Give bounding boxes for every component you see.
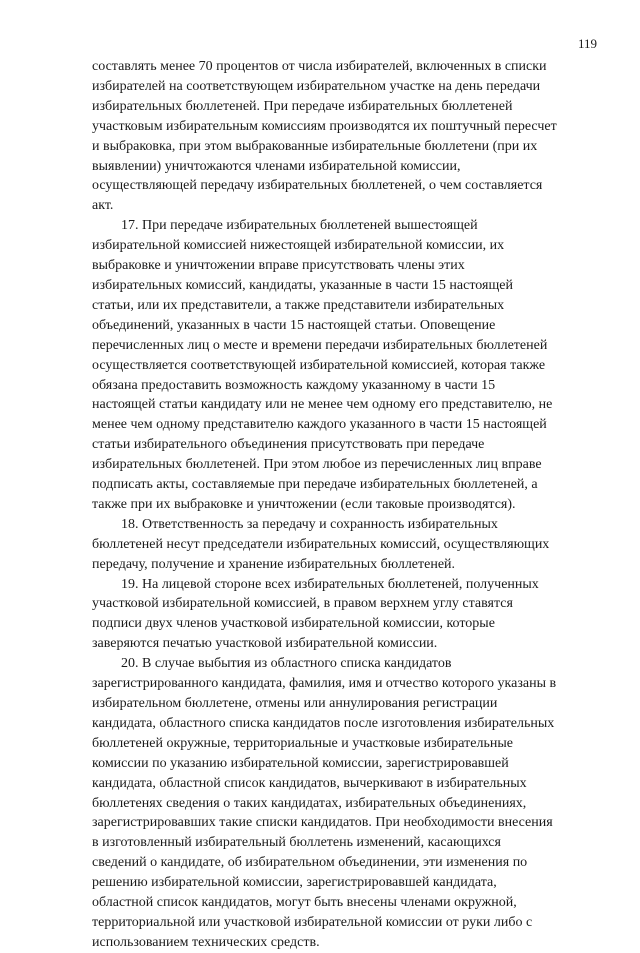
text-line: избирательных бюллетеней. При этом любое из перечисленных лиц вправе	[92, 457, 542, 473]
text-line: осуществляющей передачу избирательных бюллетеней, о чем составляется	[92, 178, 543, 194]
text-line: сведений о кандидате, об избирательном объединении, эти изменения по	[92, 855, 528, 871]
text-line: участковым избирательным комиссиям производятся их поштучный пересчет	[92, 118, 557, 134]
document-body	[92, 57, 596, 953]
text-line: зарегистрированного кандидата, фамилия, имя и отчество которого указаны в	[92, 676, 557, 692]
text-line: акт.	[92, 198, 114, 214]
text-line: 18. Ответственность за передачу и сохранность избирательных	[121, 516, 498, 532]
text-line: избирательных комиссий, кандидаты, указанные в части 15 настоящей	[92, 277, 513, 293]
text-line: областной список кандидатов, могут быть внесены членами окружной,	[92, 895, 517, 911]
text-line: статьи избирательного объединения присутствовать при передаче	[92, 437, 485, 453]
text-line: подписать акты, составляемые при передаче избирательных бюллетеней, а	[92, 477, 538, 493]
text-line: осуществляется соответствующей избирательной комиссией, которая также	[92, 357, 546, 373]
text-line: зарегистрировавших такие списки кандидатов. При необходимости внесения	[92, 815, 553, 831]
text-line: перечисленных лиц о месте и времени передачи избирательных бюллетеней	[92, 337, 548, 353]
text-line: выявлении) уничтожаются членами избирательной комиссии,	[92, 158, 461, 174]
text-line: кандидата, областного списка кандидатов после изготовления избирательных	[92, 715, 555, 731]
text-line: использованием технических средств.	[92, 934, 320, 950]
text-line: подписи двух членов участковой избирательной комиссии, которые	[92, 616, 495, 632]
paragraph-item-20	[92, 654, 596, 953]
text-line: избирательных бюллетеней. При передаче избирательных бюллетеней	[92, 98, 513, 114]
text-line: избирателей на соответствующем избирательном участке на день передачи	[92, 78, 541, 94]
paragraph-item-17	[92, 216, 596, 515]
text-line: настоящей статьи кандидату или не менее чем одному его представителю, не	[92, 397, 553, 413]
text-line: менее чем одному представителю каждого указанного в части 15 настоящей	[92, 417, 547, 433]
text-line: комиссии по указанию избирательной комиссии, зарегистрировавшей	[92, 755, 509, 771]
paragraph-continuation	[92, 57, 596, 216]
text-line: в изготовленный избирательный бюллетень изменений, касающихся	[92, 835, 501, 851]
text-line: заверяются печатью участковой избирательной комиссии.	[92, 636, 438, 652]
page-number: 119	[577, 36, 597, 51]
text-line: обязана предоставить возможность каждому указанному в части 15	[92, 377, 496, 393]
text-line: бюллетеней несут председатели избирательных комиссий, осуществляющих	[92, 536, 550, 552]
text-line: передачу, получение и хранение избирательных бюллетеней.	[92, 556, 456, 572]
text-line: выбраковке и уничтожении вправе присутствовать члены этих	[92, 258, 465, 274]
text-line: объединений, указанных в части 15 настоящей статьи. Оповещение	[92, 317, 496, 333]
text-line: 19. На лицевой стороне всех избирательных бюллетеней, полученных	[121, 576, 539, 592]
text-line: бюллетенях сведения о таких кандидатах, избирательных объединениях,	[92, 795, 527, 811]
paragraph-item-18	[92, 515, 596, 575]
text-line: кандидата, областной список кандидатов, вычеркивают в избирательных	[92, 775, 527, 791]
text-line: и выбраковка, при этом выбракованные избирательные бюллетени (при их	[92, 138, 538, 154]
text-line: статьи, или их представители, а также представители избирательных	[92, 297, 505, 313]
text-line: 20. В случае выбытия из областного списка кандидатов	[121, 656, 452, 672]
text-line: бюллетеней окружные, территориальные и участковые избирательные	[92, 735, 513, 751]
paragraph-item-19	[92, 575, 596, 655]
text-line: составлять менее 70 процентов от числа избирателей, включенных в списки	[92, 59, 547, 74]
text-line: участковой избирательной комиссией, в правом верхнем углу ставятся	[92, 596, 513, 612]
text-line: решению избирательной комиссии, зарегистрировавшей кандидата,	[92, 875, 497, 891]
text-line: территориальной или участковой избирательной комиссии от руки либо с	[92, 914, 533, 930]
text-line: избирательной комиссией нижестоящей избирательной комиссии, их	[92, 238, 505, 254]
text-line: избирательном бюллетене, отмены или аннулирования регистрации	[92, 696, 498, 711]
text-line: также при их выбраковке и уничтожении (если таковые производятся).	[92, 496, 516, 512]
text-line: 17. При передаче избирательных бюллетеней вышестоящей	[121, 218, 478, 234]
